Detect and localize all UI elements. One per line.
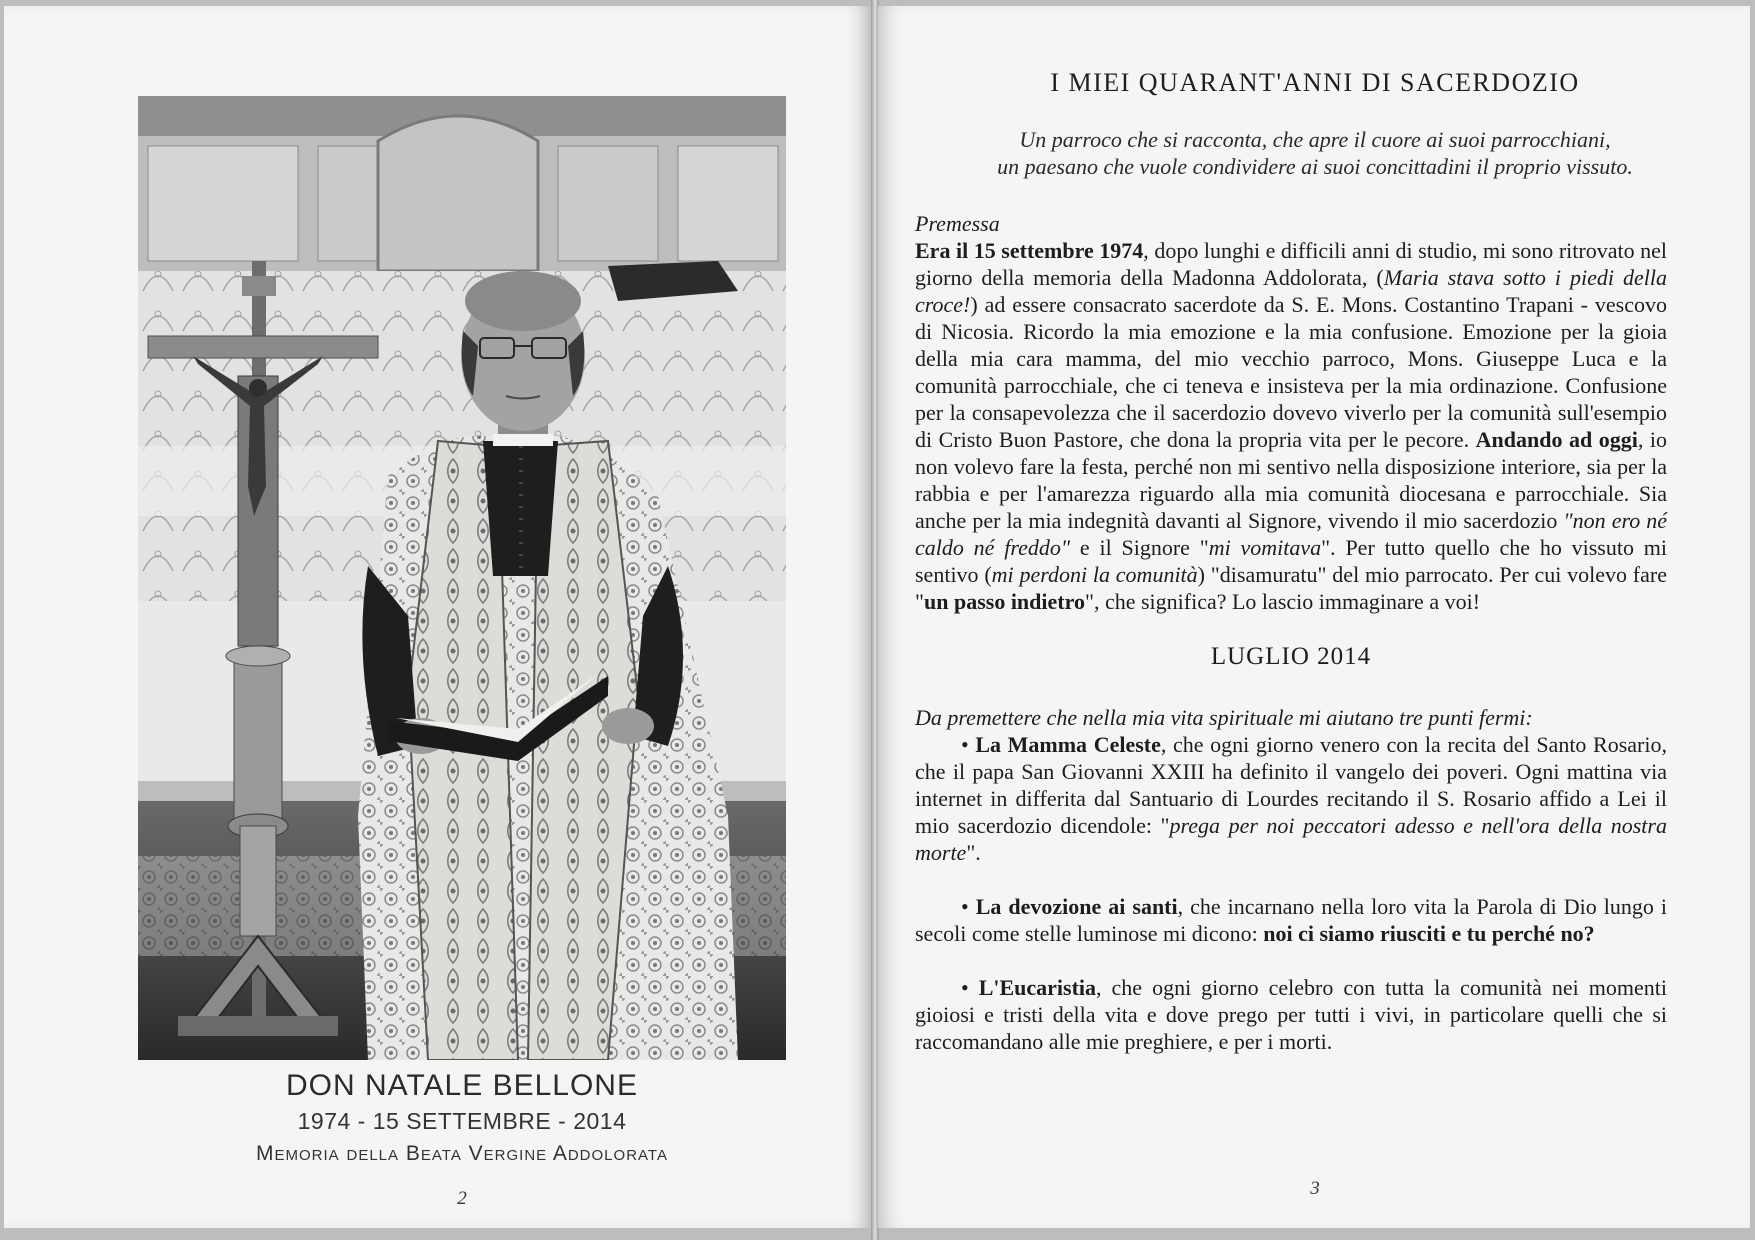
text-run: ) ad essere consacrato sacerdote da S. E. Mons. Costantino Trapani - vescovo di Nicosia. Ricordo la mia emozione e la mia confusione. Emozione per la gioia della mia cara mamma, del mio vecchio parroco, Mons. Giuseppe Luca e la comunità parrocchiale, che ci teneva e insisteva per la mia ordinazione. Confusione per la consapevolezza che il sacerdozio dovevo viverlo per la comunità sull'esempio di Cristo Buon Pastore, che dona la propria vita per le pecore. [915,292,1667,452]
bold-run: L'Eucaristia [978,975,1097,1000]
italic-run: mi vomitava [1208,535,1322,560]
bold-date: Era il 15 settembre 1974 [915,238,1144,263]
bullet-marker: • [961,732,969,757]
page-number-left: 2 [457,1188,467,1209]
premessa-label: Premessa [915,211,1000,236]
text-run: ", che significa? Lo lascio immaginare a voi! [1084,589,1481,614]
intro-line: Da premettere che nella mia vita spirituale mi aiutano tre punti fermi: [915,705,1533,730]
text-run: , io non volevo fare la festa, perché non mi sentivo nella disposizione interiore, sia per la rabbia e per l'amarezza riguardo alla mia comunità diocesana e parrocchiale. Sia anche per la mia indegnità davanti al Signore, vivendo il mio sacerdozio [915,427,1667,533]
section-heading: LUGLIO 2014 [1210,643,1372,670]
bold-run: un passo indietro [923,589,1085,614]
bold-run: La Mamma Celeste [975,732,1161,757]
right-page [878,6,1750,1228]
italic-run: prega per noi peccatori adesso e nell'ora della nostra morte [915,813,1667,865]
text-run: , che incarnano nella loro vita la Parola di Dio lungo i secoli come stelle luminose mi dicono: [915,894,1667,946]
text-run: , che ogni giorno celebro con tutta la comunità nei momenti gioiosi e tristi della vita e dove prego per tutti i vivi, in particolare quelli che si raccomandano alle mie preghiere, e per i morti. [915,975,1668,1054]
italic-run: mi perdoni la comunità [991,562,1198,587]
bullet-mamma-celeste [915,731,1667,866]
caption-memoria: Memoria della Beata Vergine Addolorata [256,1142,668,1165]
bold-run: noi ci siamo riusciti e tu perché no? [1263,921,1595,946]
page-number-right: 3 [1310,1178,1320,1199]
text-run: ". Per tutto quello che ho vissuto mi sentivo ( [915,535,1667,587]
bullet-devozione-santi [915,893,1667,947]
priest-photo [138,96,786,1060]
text-run: , che ogni giorno venero con la recita del Santo Rosario, che il papa San Giovanni XXIII ha definito il vangelo dei poveri. Ogni mattina via internet in differita dal Santuario di Lourdes recitando il S. Rosario affido a Lei il mio sacerdozio dicendole: " [915,732,1667,838]
caption-dates: 1974 - 15 SETTEMBRE - 2014 [297,1108,627,1134]
left-page [4,6,872,1228]
bold-run: La devozione ai santi [975,894,1178,919]
spacer [915,947,1667,974]
spacer [915,866,1667,893]
italic-run: Maria stava sotto i piedi della croce! [915,265,1667,317]
bold-run: Andando ad oggi [1475,427,1638,452]
caption-name: DON NATALE BELLONE [286,1069,638,1102]
italic-run: "non ero né caldo né freddo" [915,508,1667,560]
text-run: e il Signore " [1070,535,1209,560]
page-title: I MIEI QUARANT'ANNI DI SACERDOZIO [1050,68,1580,97]
subtitle-line-1: Un parroco che si racconta, che apre il cuore ai suoi parrocchiani, [1019,127,1611,152]
bullet-eucaristia [915,974,1667,1055]
text-run: , dopo lunghi e difficili anni di studio, mi sono ritrovato nel giorno della memoria della Madonna Addolorata, ( [915,238,1668,290]
subtitle [920,126,1710,180]
bullet-marker: • [961,975,969,1000]
text-run: ". [966,840,981,865]
subtitle-line-2: un paesano che vuole condividere ai suoi concittadini il proprio vissuto. [997,154,1633,179]
priest-photo-illustration [138,96,786,1060]
bullet-marker: • [961,894,969,919]
text-run: ) "disamuratu" del mio parrocato. Per cui volevo fare " [915,562,1667,614]
article-body [915,210,1667,1055]
paragraph-premessa [915,237,1667,615]
